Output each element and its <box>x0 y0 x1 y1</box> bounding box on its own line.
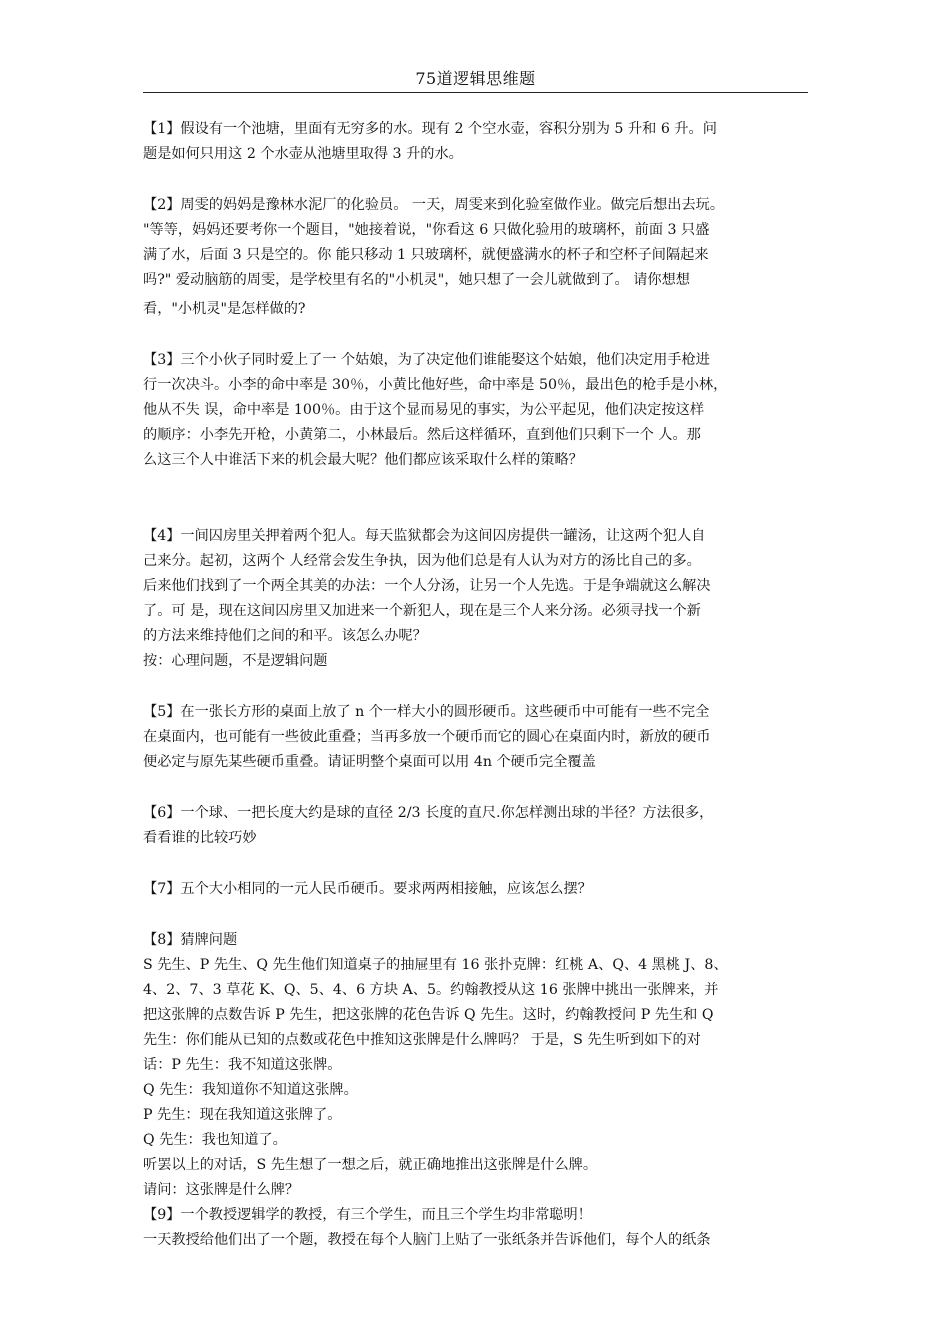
question-8 <box>143 928 811 1203</box>
text-line: 4、2、7、3 草花 K、Q、5、4、6 方块 A、5。约翰教授从这 16 张牌中挑出一张牌来，并 <box>143 982 719 998</box>
question-1 <box>143 117 811 167</box>
text-line: 【1】假设有一个池塘，里面有无穷多的水。现有 2 个空水壶，容积分别为 5 升和 6 升。问 <box>143 121 717 137</box>
text-line: 【9】一个教授逻辑学的教授，有三个学生，而且三个学生均非常聪明！ <box>143 1207 592 1223</box>
text-line: 便必定与原先某些硬币重叠。请证明整个桌面可以用 4n 个硬币完全覆盖 <box>143 754 596 770</box>
question-4 <box>143 524 811 674</box>
text-line: S 先生、P 先生、Q 先生他们知道桌子的抽屉里有 16 张扑克牌：红桃 A、Q、4 黑桃 J、8、 <box>143 957 728 973</box>
text-line: 【4】一间囚房里关押着两个犯人。每天监狱都会为这间囚房提供一罐汤，让这两个犯人自 <box>143 528 706 544</box>
text-line: 听罢以上的对话，S 先生想了一想之后，就正确地推出这张牌是什么牌。 <box>143 1157 598 1173</box>
document-title: 75道逻辑思维题 <box>415 69 536 88</box>
text-line: 【6】一个球、一把长度大约是球的直径 2/3 长度的直尺.你怎样测出球的半径？方法很多， <box>143 805 714 821</box>
text-line: 的方法来维持他们之间的和平。该怎么办呢？ <box>143 628 427 644</box>
text-line: 看看谁的比较巧妙 <box>143 830 257 846</box>
text-line: 的顺序：小李先开枪，小黄第二，小林最后。然后这样循环，直到他们只剩下一个 人。那 <box>143 427 701 443</box>
text-line: 么这三个人中谁活下来的机会最大呢？他们都应该采取什么样的策略？ <box>143 452 583 468</box>
question-5 <box>143 700 811 775</box>
text-line: 【7】五个大小相同的一元人民币硬币。要求两两相接触，应该怎么摆？ <box>143 881 592 897</box>
dialogue-line: Q 先生：我知道你不知道这张牌。 <box>143 1082 358 1098</box>
text-line: 后来他们找到了一个两全其美的办法：一个人分汤，让另一个人先选。于是争端就这么解决 <box>143 578 711 594</box>
question-heading: 【8】猜牌问题 <box>143 932 238 948</box>
question-9 <box>143 1203 811 1253</box>
text-line: 满了水，后面 3 只是空的。你 能只移动 1 只玻璃杯，就便盛满水的杯子和空杯子间隔起来 <box>143 247 709 263</box>
question-7 <box>143 877 811 902</box>
question-3 <box>143 348 811 473</box>
note-line: 按：心理问题，不是逻辑问题 <box>143 653 328 669</box>
text-line: 他从不失 误，命中率是 100％。由于这个显而易见的事实，为公平起见，他们决定按这样 <box>143 402 705 418</box>
text-line: 一天教授给他们出了一个题，教授在每个人脑门上贴了一张纸条并告诉他们，每个人的纸条 <box>143 1232 711 1248</box>
page-header <box>143 62 808 93</box>
text-line: 吗?" 爱动脑筋的周雯，是学校里有名的"小机灵"，她只想了一会儿就做到了。 请你想想 <box>143 272 690 288</box>
text-line: "等等，妈妈还要考你一个题目，"她接着说，"你看这 6 只做化验用的玻璃杯，前面 3 只盛 <box>143 222 710 238</box>
question-2 <box>143 193 811 322</box>
document-body <box>143 117 811 1253</box>
text-line: 在桌面内，也可能有一些彼此重叠；当再多放一个硬币而它的圆心在桌面内时，新放的硬币 <box>143 729 711 745</box>
text-line: 请问：这张牌是什么牌？ <box>143 1182 300 1198</box>
text-line: 先生：你们能从已知的点数或花色中推知这张牌是什么牌吗？ 于是，S 先生听到如下的对 <box>143 1032 701 1048</box>
text-line: 【2】周雯的妈妈是豫林水泥厂的化验员。 一天，周雯来到化验室做作业。做完后想出去玩。 <box>143 197 725 213</box>
text-line: 把这张牌的点数告诉 P 先生，把这张牌的花色告诉 Q 先生。这时，约翰教授问 P 先生和 Q <box>143 1007 714 1023</box>
text-line: 了。可 是，现在这间囚房里又加进来一个新犯人，现在是三个人来分汤。必须寻找一个新 <box>143 603 701 619</box>
text-line: 行一次决斗。小李的命中率是 30％，小黄比他好些，命中率是 50％，最出色的枪手是小林， <box>143 377 728 393</box>
text-line: 看，"小机灵"是怎样做的? <box>143 301 306 317</box>
dialogue-line: Q 先生：我也知道了。 <box>143 1132 287 1148</box>
text-line: 【3】三个小伙子同时爱上了一 个姑娘，为了决定他们谁能娶这个姑娘，他们决定用手枪进 <box>143 352 710 368</box>
text-line: 【5】在一张长方形的桌面上放了 n 个一样大小的圆形硬币。这些硬币中可能有一些不完全 <box>143 704 710 720</box>
text-line: 己来分。起初，这两个 人经常会发生争执，因为他们总是有人认为对方的汤比自己的多。 <box>143 553 701 569</box>
question-6 <box>143 801 811 851</box>
dialogue-line: P 先生：现在我知道这张牌了。 <box>143 1107 342 1123</box>
text-line: 题是如何只用这 2 个水壶从池塘里取得 3 升的水。 <box>143 146 463 162</box>
text-line: 话：P 先生：我不知道这张牌。 <box>143 1057 342 1073</box>
